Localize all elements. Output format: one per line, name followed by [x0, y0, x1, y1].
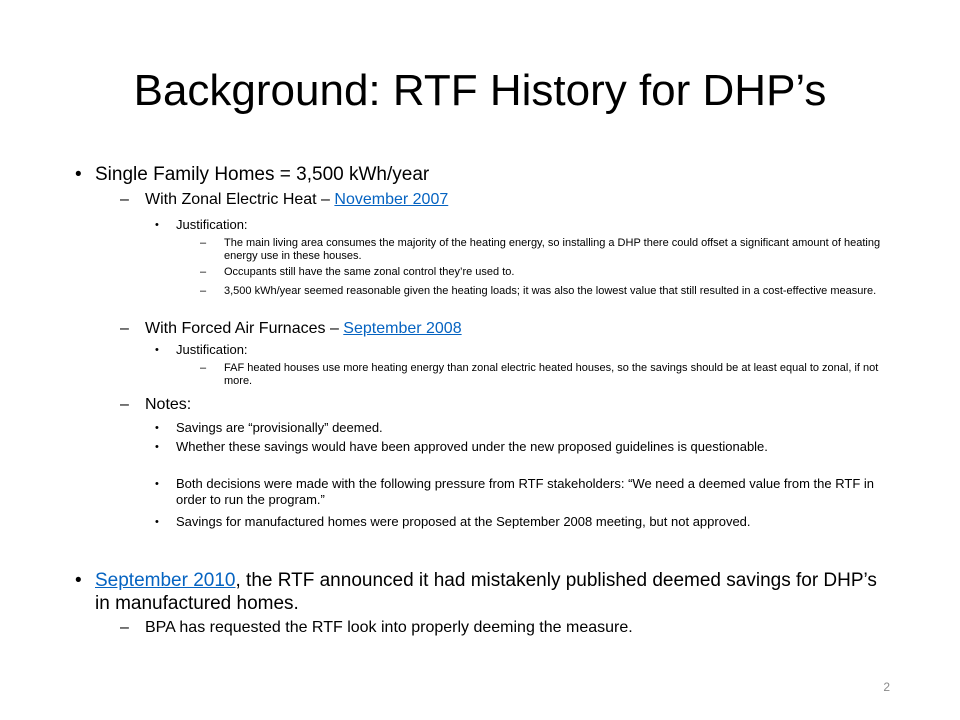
- sub-bullet-zonal: [120, 190, 895, 210]
- bullet-mark: •: [75, 570, 82, 591]
- dash-mark: –: [120, 191, 129, 208]
- dash-mark: –: [200, 362, 207, 374]
- sub-bullet-text: BPA has requested the RTF look into properly deeming the measure.: [145, 619, 633, 636]
- bullet-september-2010: [75, 569, 895, 615]
- detail-text: Occupants still have the same zonal control they’re used to.: [224, 266, 515, 278]
- note-text: Savings for manufactured homes were proposed at the September 2008 meeting, but not approved.: [176, 514, 751, 529]
- dash-mark: –: [200, 266, 207, 278]
- bullet-text: , the RTF announced it had mistakenly published deemed savings for DHP’s in manufactured homes.: [95, 570, 877, 614]
- bullet-mark: •: [155, 516, 159, 528]
- note-text: Both decisions were made with the following pressure from RTF stakeholders: “We need a deemed value from the RTF in order to run the program.”: [176, 476, 874, 507]
- detail-living-area: [200, 237, 900, 263]
- bullet-mark: •: [155, 219, 159, 231]
- detail-text: 3,500 kWh/year seemed reasonable given the heating loads; it was also the lowest value that still resulted in a cost-effective measure.: [224, 285, 877, 297]
- bullet-mark: •: [155, 441, 159, 453]
- detail-3500-kwh: [200, 285, 900, 298]
- dash-mark: –: [200, 285, 207, 297]
- link-september-2008[interactable]: September 2008: [343, 320, 462, 337]
- justification-zonal: [155, 217, 895, 233]
- sub-bullet-bpa: [120, 618, 895, 638]
- sub-bullet-text: Notes:: [145, 396, 192, 413]
- dash-mark: –: [120, 320, 129, 337]
- sub-bullet-forced-air: [120, 319, 895, 339]
- justification-label: Justification:: [176, 217, 248, 232]
- bullet-text: Single Family Homes = 3,500 kWh/year: [95, 164, 430, 185]
- link-november-2007[interactable]: November 2007: [334, 191, 449, 208]
- bullet-mark: •: [155, 422, 159, 434]
- sub-bullet-text: With Zonal Electric Heat –: [145, 191, 335, 208]
- detail-zonal-control: [200, 266, 900, 279]
- bullet-single-family: [75, 163, 895, 186]
- note-text: Whether these savings would have been approved under the new proposed guidelines is questionable.: [176, 439, 768, 454]
- bullet-mark: •: [75, 164, 82, 185]
- justification-label: Justification:: [176, 342, 248, 357]
- link-september-2010[interactable]: September 2010: [95, 570, 236, 591]
- sub-bullet-text: With Forced Air Furnaces –: [145, 320, 344, 337]
- dash-mark: –: [200, 237, 207, 249]
- note-text: Savings are “provisionally” deemed.: [176, 420, 383, 435]
- sub-bullet-notes: [120, 395, 895, 415]
- detail-text: The main living area consumes the majority of the heating energy, so installing a DHP there could offset a significant amount of heating energy use in these houses.: [224, 237, 881, 262]
- page-number: 2: [883, 680, 890, 694]
- justification-faf: [155, 342, 895, 358]
- dash-mark: –: [120, 619, 129, 636]
- detail-text: FAF heated houses use more heating energy than zonal electric heated houses, so the savings should be at least equal to zonal, if not more.: [224, 362, 879, 387]
- note-pressure: [155, 476, 895, 508]
- note-guidelines: [155, 439, 895, 455]
- detail-faf-heating: [200, 362, 900, 388]
- bullet-mark: •: [155, 478, 159, 490]
- bullet-mark: •: [155, 344, 159, 356]
- slide-title: Background: RTF History for DHP’s: [133, 66, 827, 115]
- note-provisional: [155, 420, 895, 436]
- dash-mark: –: [120, 396, 129, 413]
- note-manufactured: [155, 514, 895, 530]
